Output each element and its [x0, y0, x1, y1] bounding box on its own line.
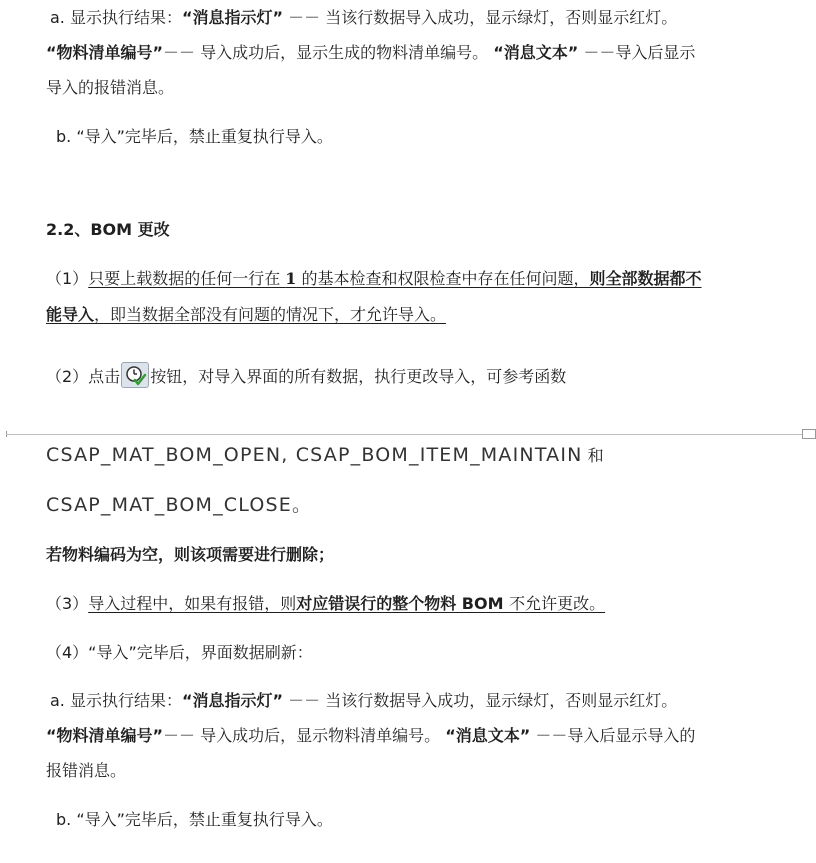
function-line-2: CSAP_MAT_BOM_CLOSE。 — [46, 494, 313, 516]
empty-material-note: 若物料编码为空，则该项需要进行删除； — [46, 545, 335, 564]
paragraph-3: （3）导入过程中，如果有报错，则对应错误行的整个物料 BOM 不允许更改。 — [46, 594, 606, 613]
result-line-2: “物料清单编号”－－ 导入成功后，显示生成的物料清单编号。 “消息文本” －－导入后显示 — [46, 43, 696, 62]
paragraph-1-line-1: （1）只要上载数据的任何一行在 1 的基本检查和权限检查中存在任何问题，则全部数据都不 — [46, 269, 702, 288]
paragraph-1-line-2: 能导入，即当数据全部没有问题的情况下，才允许导入。 — [46, 305, 447, 324]
page-break-line — [6, 434, 802, 435]
section-heading: 2.2、BOM 更改 — [46, 220, 170, 239]
page-break — [0, 432, 816, 438]
paragraph-2: （2）点击 按钮，对导入界面的所有数据，执行更改导入，可参考函数 — [46, 362, 566, 388]
paragraph-4: （4）“导入”完毕后，界面数据刷新： — [46, 643, 313, 662]
clock-check-icon — [121, 362, 149, 388]
function-line-1: CSAP_MAT_BOM_OPEN, CSAP_BOM_ITEM_MAINTAIN 和 — [46, 444, 604, 466]
result-line-b-2: b. “导入”完毕后，禁止重复执行导入。 — [56, 810, 333, 829]
result-line-a-2: a. 显示执行结果：“消息指示灯” －－ 当该行数据导入成功，显示绿灯，否则显示红灯。 — [50, 691, 678, 710]
result-line-2-2: “物料清单编号”－－ 导入成功后，显示物料清单编号。 “消息文本” －－导入后显示导入的 — [46, 726, 696, 745]
result-line-a: a. 显示执行结果：“消息指示灯” －－ 当该行数据导入成功，显示绿灯，否则显示红灯。 — [50, 8, 678, 27]
page-break-right-mark — [802, 429, 816, 439]
result-line-b: b. “导入”完毕后，禁止重复执行导入。 — [56, 127, 333, 146]
result-line-3-2: 报错消息。 — [46, 761, 127, 780]
result-line-3: 导入的报错消息。 — [46, 78, 175, 97]
